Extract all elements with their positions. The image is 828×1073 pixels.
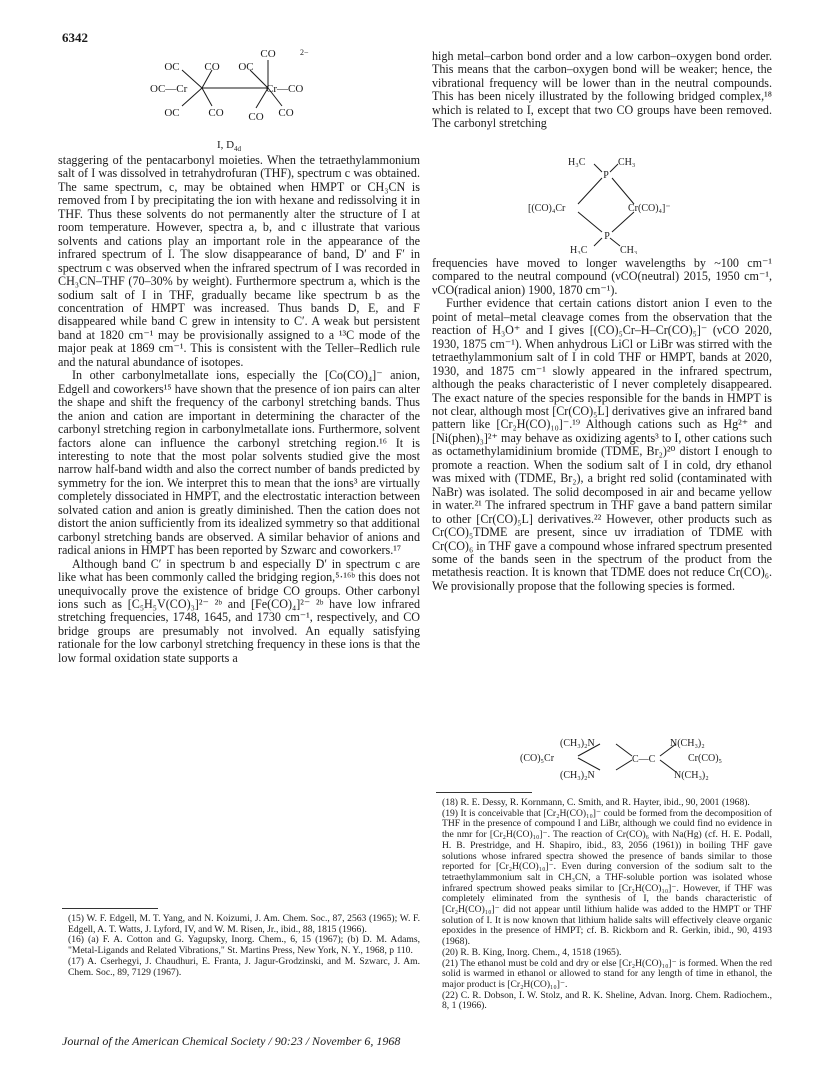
figure1-label-sub: 4d bbox=[234, 145, 241, 153]
page-number: 6342 bbox=[62, 30, 88, 45]
co-top-mid: CO bbox=[204, 61, 220, 73]
charge-label: 2− bbox=[300, 48, 309, 57]
figure1-label: I, D bbox=[217, 139, 235, 151]
methyl-bottom-right: CH₃ bbox=[620, 245, 638, 254]
co-top: CO bbox=[260, 48, 276, 60]
structure-diagram-3 bbox=[520, 734, 740, 782]
cr-right-fragment: Cr(CO)₄]⁻ bbox=[628, 203, 671, 214]
nme2-top-right: N(CH₃)₂ bbox=[670, 738, 705, 749]
nme2-bottom-left: (CH₃)₂N bbox=[560, 770, 595, 781]
co-bottom-right-b: CO bbox=[278, 107, 294, 119]
structure-diagram-1 bbox=[150, 48, 350, 163]
oc-top-right: OC bbox=[238, 61, 254, 73]
journal-footer: Journal of the American Chemical Society / 90:23 / November 6, 1968 bbox=[62, 1034, 401, 1048]
cr-co5-right: Cr(CO)₅ bbox=[688, 753, 723, 764]
footnote: (17) A. Cserhegyi, J. Chaudhuri, E. Franta, J. Jagur-Grodzinski, and M. Szwarc, J. Am. Chem. Soc., 89, 7129 (1967). bbox=[68, 955, 420, 978]
left-column-text bbox=[58, 154, 420, 665]
paragraph: high metal–carbon bond order and a low carbon–oxygen bond order. This means that the carbon–oxygen bond will be weaker; hence, the vibrational frequency will be lower than in the neutral compounds. This has been nicely illustrated by the following bridged complex,¹⁸ which is related to I, except that two CO groups have been removed. The carbonyl stretching bbox=[432, 49, 772, 131]
cr-co5-left: (CO)₅Cr bbox=[520, 753, 555, 764]
figure-phosphido-bridge bbox=[528, 154, 698, 254]
phosphorus-bottom: P bbox=[604, 231, 610, 242]
right-footnotes bbox=[432, 798, 772, 1012]
carbon-carbon: C—C bbox=[632, 754, 656, 765]
paragraph: frequencies have moved to longer wavelengths by ~100 cm⁻¹ compared to the neutral compound (νCO(neutral) 2015, 1950 cm⁻¹, νCO(radical anion) 1900, 1870 cm⁻¹). bbox=[432, 256, 772, 297]
footnote: (19) It is conceivable that [Cr₂H(CO)₁₀]⁻ could be formed from the decomposition of THF in the presence of compound I and LiBr, although we could find no evidence in the nmr for [Cr₂H(CO)₁₀]⁻. The reaction of Cr(CO)₆ with Na(Hg) (cf. H. E. Podall, H. B. Prestridge, and H. Shapiro, ibid., 83, 2056 (1961)) in boiling THF gave solutions whose infrared spectra showed the presence of bands similar to those reported for [Cr₂H(CO)₁₀]⁻. Even during conversion of the sodium salt to the tetraethylammonium salt in CH₃CN, a THF-soluble portion was isolated whose infrared spectrum showed peaks similar to [Cr₂H(CO)₁₀]⁻. However, if THF was completely eliminated from the synthesis of I, the bands characteristic of [Cr₂H(CO)₁₀]⁻ did not appear until lithium halide was added to the HMPT or THF solution of I. It is now known that lithium halide salts will effectively cleave organic epoxides in the presence of HMPT; cf. B. Rickborn and R. Gerkin, ibid., 90, 4193 (1968). bbox=[442, 807, 772, 948]
methyl-top-left: H₃C bbox=[568, 157, 586, 168]
nme2-top-left: (CH₃)₂N bbox=[560, 738, 595, 749]
left-footnotes bbox=[58, 914, 420, 978]
paragraph: Although band C′ in spectrum b and especially D′ in spectrum c are like what has been commonly called the bridging region,⁵·¹⁶ᵇ this does not unequivocally prove the existence of bridge CO groups. Other carbonyl ions such as [C₅H₅V(CO)₃]²⁻ ²ᵇ and [Fe(CO)₄]²⁻ ²ᵇ have low infrared stretching frequencies, 1748, 1645, and 1730 cm⁻¹, respectively, and CO bridge groups are presumably not involved. An equally satisfying rationale for the low carbonyl stretching frequency in these ions is that the low formal oxidation state supports a bbox=[58, 556, 420, 665]
footnote-divider bbox=[62, 908, 158, 909]
footnote: (15) W. F. Edgell, M. T. Yang, and N. Koizumi, J. Am. Chem. Soc., 87, 2563 (1965); W. F. Edgell, A. T. Watts, J. Lyford, IV, and W. M. Risen, Jr., ibid., 88, 1815 (1966). bbox=[68, 913, 420, 935]
cr-left: OC—Cr bbox=[150, 83, 188, 95]
footnote: (18) R. E. Dessy, R. Kornmann, C. Smith, and R. Hayter, ibid., 90, 2001 (1968). bbox=[442, 797, 750, 808]
figure-cr2-co10 bbox=[150, 48, 350, 163]
structure-diagram-2 bbox=[528, 154, 698, 254]
footnote: (21) The ethanol must be cold and dry or else [Cr₂H(CO)₁₀]⁻ is formed. When the red solid is warmed in ethanol or allowed to stand for any length of time in ethanol, the major product is [Cr₂H(CO)₁₀]⁻. bbox=[442, 957, 772, 990]
cr-right: Cr—CO bbox=[266, 83, 304, 95]
methyl-bottom-left: H₃C bbox=[570, 245, 588, 254]
cr-left-fragment: [(CO)₄Cr bbox=[528, 203, 566, 214]
footnote: (22) C. R. Dobson, I. W. Stolz, and R. K. Sheline, Advan. Inorg. Chem. Radiochem., 8, 1 (1966). bbox=[442, 989, 772, 1012]
co-bottom-right-a: CO bbox=[248, 111, 264, 123]
right-column-text-2 bbox=[432, 257, 772, 593]
methyl-top-right: CH₃ bbox=[618, 157, 636, 168]
footnote: (16) (a) F. A. Cotton and G. Yagupsky, Inorg. Chem., 6, 15 (1967); (b) D. M. Adams, "Metal-Ligands and Related Vibrations," St. Martins Press, New York, N. Y., 1968, p 110. bbox=[68, 934, 420, 957]
footnote-divider-right bbox=[436, 792, 532, 793]
right-column-text-1 bbox=[432, 50, 772, 131]
figure-tdme-complex bbox=[520, 734, 740, 782]
footnote: (20) R. B. King, Inorg. Chem., 4, 1518 (1965). bbox=[442, 946, 622, 958]
paragraph: Further evidence that certain cations distort anion I even to the point of metal–metal cleavage comes from the observation that the reaction of H₃O⁺ and I gives [(CO)₅Cr–H–Cr(CO)₅]⁻ (νCO 2020, 1930, 1875 cm⁻¹). When anhydrous LiCl or LiBr was stirred with the tetraethylammonium salt of I in cold THF or HMPT, bands at 2020, 1930, and 1875 cm⁻¹ slowly appeared in the infrared spectrum, although the peaks characteristic of I never completely disappeared. The exact nature of the species responsible for the bands in HMPT is not clear, although most [Cr(CO)₅L] derivatives give an infrared band pattern like [Cr₂H(CO)₁₀]⁻.¹⁹ Although cations such as Hg²⁺ and [Ni(phen)₃]²⁺ may behave as oxidizing agents³ to I, other cations such as octamethylamidinium bromide (TDME, Br₂)²⁰ distort I enough to promote a reaction. When the sodium salt of I in cold, dry ethanol was mixed with (TDME, Br₂), a bright red solid (contaminated with NaBr) was isolated. The solid decomposed in air and became yellow in water.²¹ The infrared spectrum in THF gave a band pattern similar to other [Cr(CO)₅L] derivatives.²² However, other products such as Cr(CO)₅TDME are present, since uv irradiation of TDME with Cr(CO)₆ in THF gave a compound whose infrared spectrum presented some of the bands seen in the spectrum of the product from the metathesis reaction. It is known that TDME does not reduce Cr(CO)₆. We provisionally propose that the following species is formed. bbox=[432, 296, 772, 593]
oc-top-left: OC bbox=[164, 61, 180, 73]
paragraph: staggering of the pentacarbonyl moieties. When the tetraethylammonium salt of I was dissolved in tetrahydrofuran (THF), spectrum c was obtained. The same spectrum, c, may be obtained when HMPT or CH₃CN is removed from I by precipitating the ion with hexane and redissolving it in THF. Thus these solvents do not permanently alter the structure of I at room temperature. However, spectra a, b, and c illustrate that various solvents and cations play an important role in the appearance of the infrared spectrum of I. The slow disappearance of band, D′ and F′ in spectrum c was observed when the infrared spectrum of I was recorded in CH₃CN–THF (70–30% by weight). Furthermore spectrum a, which is the sodium salt of I in THF, gradually became like spectrum b as the concentration of HMPT was increased. Thus bands D, E, and F disappeared while band C grew in intensity to C′. A weak but persistent band at 1820 cm⁻¹ may be provisionally assigned to a ¹³C mode of the major peak at 1869 cm⁻¹. This is consistent with the Teller–Redlich rule and the natural abundance of isotopes. bbox=[58, 153, 420, 369]
oc-bottom-left: OC bbox=[164, 107, 180, 119]
paragraph: In other carbonylmetallate ions, especially the [Co(CO)₄]⁻ anion, Edgell and coworkers¹⁵ have shown that the presence of ion pairs can alter the shape and shift the frequency of the carbonyl stretching bands. Thus the anion and cation are important in determining the character of the carbonyl stretching region in carbonylmetallate ions. Furthermore, solvent factors alone can influence the carbonyl stretching region.¹⁶ It is interesting to note that the most polar solvents studied give the most narrow half-band width and also the correct number of bands predicted by symmetry for the ion. We interpret this to mean that the ions³ are virtually completely dissociated in HMPT, and the electrostatic interaction between solvated cation and anion is greatly diminished. Then the cation does not distort the anion sufficiently from its idealized symmetry so that additional carbonyl stretching bands are observed. A similar behavior of anions and radical anions in HMPT has been reported by Szwarc and coworkers.¹⁷ bbox=[58, 368, 420, 558]
co-bottom-mid: CO bbox=[208, 107, 224, 119]
nme2-bottom-right: N(CH₃)₂ bbox=[674, 770, 709, 781]
phosphorus-top: P bbox=[603, 170, 609, 181]
